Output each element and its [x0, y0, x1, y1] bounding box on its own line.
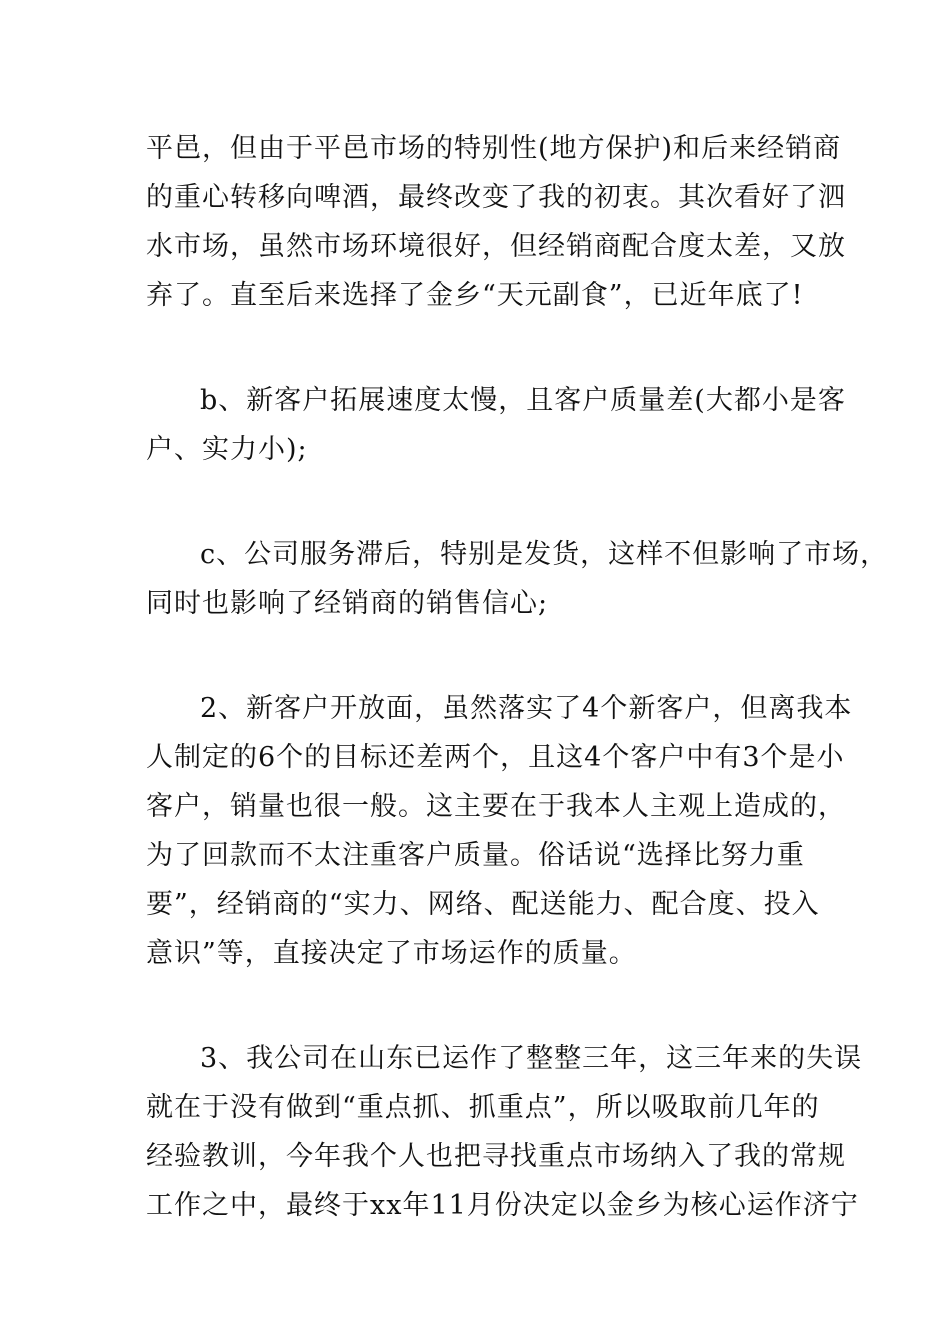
- text-line: 同时也影响了经销商的销售信心;: [146, 588, 549, 619]
- text-line: 3、我公司在山东已运作了整整三年，这三年来的失误: [200, 1043, 863, 1074]
- paragraph-c: [146, 530, 889, 628]
- text-line: b、新客户拓展速度太慢，且客户质量差(大都小是客: [200, 385, 846, 416]
- paragraph-2: [146, 684, 853, 978]
- text-line: c、公司服务滞后，特别是发货，这样不但影响了市场，: [200, 539, 889, 570]
- text-line: 就在于没有做到“重点抓、抓重点”，所以吸取前几年的: [146, 1092, 820, 1123]
- text-line: 人制定的6个的目标还差两个，且这4个客户中有3个是小: [146, 742, 845, 773]
- text-line: 客户，销量也很一般。这主要在于我本人主观上造成的，: [146, 791, 846, 822]
- paragraph-gap: [146, 628, 830, 684]
- document-body: [146, 124, 889, 1230]
- text-line: 户、实力小);: [146, 434, 308, 465]
- text-line: 为了回款而不太注重客户质量。俗话说“选择比努力重: [146, 840, 805, 871]
- text-line: 工作之中，最终于xx年11月份决定以金乡为核心运作济宁: [146, 1190, 859, 1221]
- text-line: 2、新客户开放面，虽然落实了4个新客户，但离我本: [200, 693, 853, 724]
- paragraph-b: [146, 376, 846, 474]
- text-line: 水市场，虽然市场环境很好，但经销商配合度太差，又放: [146, 231, 846, 262]
- text-line: 的重心转移向啤酒，最终改变了我的初衷。其次看好了泗: [146, 182, 846, 213]
- text-line: 意识”等，直接决定了市场运作的质量。: [146, 938, 637, 969]
- text-line: 弃了。直至后来选择了金乡“天元副食”，已近年底了!: [146, 280, 804, 311]
- text-line: 要”，经销商的“实力、网络、配送能力、配合度、投入: [146, 889, 820, 920]
- paragraph-gap: [146, 978, 830, 1034]
- text-line: 经验教训，今年我个人也把寻找重点市场纳入了我的常规: [146, 1141, 846, 1172]
- paragraph-gap: [146, 474, 830, 530]
- paragraph-gap: [146, 320, 830, 376]
- paragraph-continuation: [146, 124, 846, 320]
- text-line: 平邑，但由于平邑市场的特别性(地方保护)和后来经销商: [146, 133, 842, 164]
- paragraph-3: [146, 1034, 863, 1230]
